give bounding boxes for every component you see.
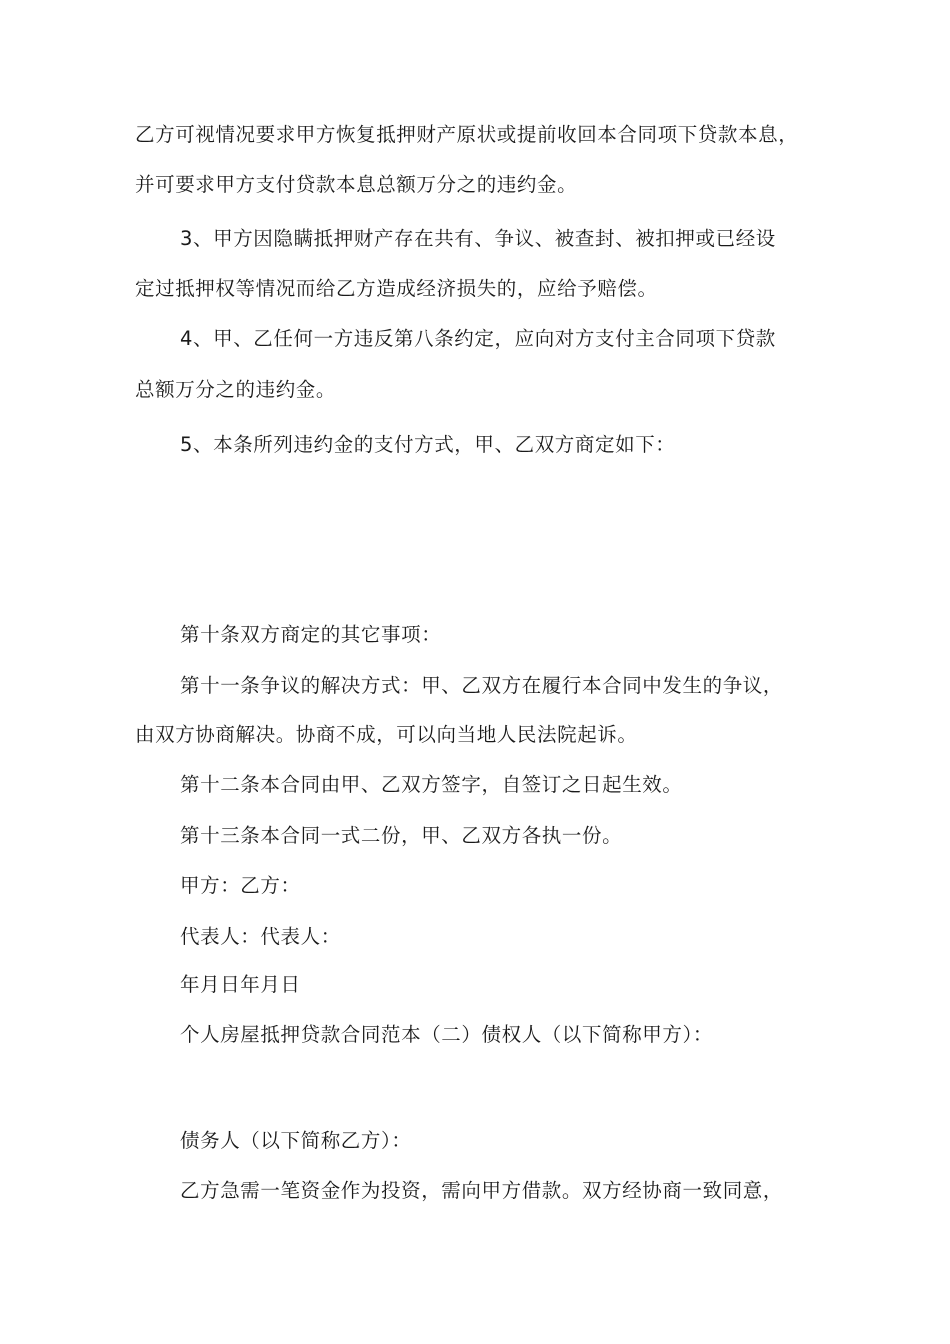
party-signature-line: 甲方：乙方： [180, 874, 301, 897]
loan-intro-line: 乙方急需一笔资金作为投资，需向甲方借款。双方经协商一致同意， [180, 1179, 784, 1202]
paragraph-line-2: 并可要求甲方支付贷款本息总额万分之的违约金。 [135, 173, 578, 196]
date-line: 年月日年月日 [180, 973, 301, 996]
clause-3-line-2: 定过抵押权等情况而给乙方造成经济损失的，应给予赔偿。 [135, 277, 658, 300]
paragraph-line-1: 乙方可视情况要求甲方恢复抵押财产原状或提前收回本合同项下贷款本息， [135, 123, 799, 146]
clause-3-line-1: 3、甲方因隐瞒抵押财产存在共有、争议、被查封、被扣押或已经设 [180, 227, 776, 250]
representative-line: 代表人：代表人： [180, 925, 341, 948]
article-10: 第十条双方商定的其它事项： [180, 623, 442, 646]
clause-4-line-2: 总额万分之的违约金。 [135, 378, 337, 401]
article-12: 第十二条本合同由甲、乙双方签字，自签订之日起生效。 [180, 773, 683, 796]
article-13: 第十三条本合同一式二份，甲、乙双方各执一份。 [180, 824, 623, 847]
contract-sample-two-title: 个人房屋抵押贷款合同范本（二）债权人（以下简称甲方）： [180, 1023, 713, 1046]
clause-4-line-1: 4、甲、乙任何一方违反第八条约定，应向对方支付主合同项下贷款 [180, 327, 776, 350]
article-11-line-2: 由双方协商解决。协商不成，可以向当地人民法院起诉。 [135, 723, 638, 746]
debtor-line: 债务人（以下简称乙方）： [180, 1129, 412, 1152]
article-11-line-1: 第十一条争议的解决方式：甲、乙双方在履行本合同中发生的争议， [180, 674, 784, 697]
clause-5-line: 5、本条所列违约金的支付方式，甲、乙双方商定如下： [180, 433, 676, 456]
